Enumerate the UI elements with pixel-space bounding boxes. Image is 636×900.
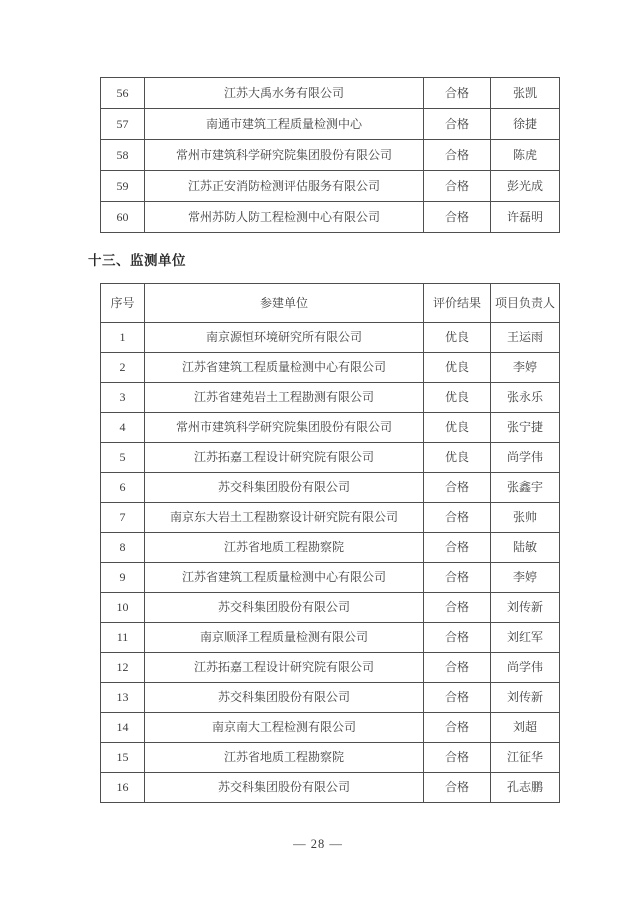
cell-result: 合格 bbox=[424, 533, 491, 563]
cell-result: 合格 bbox=[424, 109, 491, 140]
table-row bbox=[101, 773, 560, 803]
cell-person: 张凯 bbox=[491, 78, 560, 109]
cell-person: 张帅 bbox=[491, 503, 560, 533]
table-row bbox=[101, 653, 560, 683]
header-cell-unit: 参建单位 bbox=[145, 284, 424, 323]
table-row bbox=[101, 503, 560, 533]
cell-person: 陈虎 bbox=[491, 140, 560, 171]
table-row bbox=[101, 713, 560, 743]
header-cell-index: 序号 bbox=[101, 284, 145, 323]
cell-num: 56 bbox=[101, 78, 145, 109]
cell-num: 6 bbox=[101, 473, 145, 503]
cell-num: 12 bbox=[101, 653, 145, 683]
cell-person: 江征华 bbox=[491, 743, 560, 773]
table-row bbox=[101, 109, 560, 140]
cell-num: 2 bbox=[101, 353, 145, 383]
table-row bbox=[101, 623, 560, 653]
cell-result: 优良 bbox=[424, 443, 491, 473]
cell-result: 优良 bbox=[424, 413, 491, 443]
cell-person: 徐捷 bbox=[491, 109, 560, 140]
table-row bbox=[101, 533, 560, 563]
cell-company: 常州市建筑科学研究院集团股份有限公司 bbox=[145, 140, 424, 171]
table-row bbox=[101, 683, 560, 713]
table-row bbox=[101, 443, 560, 473]
table-row bbox=[101, 383, 560, 413]
cell-person: 张永乐 bbox=[491, 383, 560, 413]
monitoring-units-table-head bbox=[101, 284, 560, 323]
cell-num: 59 bbox=[101, 171, 145, 202]
cell-result: 优良 bbox=[424, 323, 491, 353]
cell-num: 1 bbox=[101, 323, 145, 353]
cell-company: 南京东大岩土工程勘察设计研究院有限公司 bbox=[145, 503, 424, 533]
cell-company: 江苏拓嘉工程设计研究院有限公司 bbox=[145, 443, 424, 473]
cell-result: 合格 bbox=[424, 653, 491, 683]
table-row bbox=[101, 78, 560, 109]
cell-result: 合格 bbox=[424, 773, 491, 803]
cell-person: 许磊明 bbox=[491, 202, 560, 233]
table-row bbox=[101, 353, 560, 383]
cell-num: 9 bbox=[101, 563, 145, 593]
header-cell-project-leader: 项目负责人 bbox=[491, 284, 560, 323]
cell-company: 江苏省建筑工程质量检测中心有限公司 bbox=[145, 353, 424, 383]
cell-result: 合格 bbox=[424, 171, 491, 202]
cell-company: 南京源恒环境研究所有限公司 bbox=[145, 323, 424, 353]
cell-num: 58 bbox=[101, 140, 145, 171]
table-row bbox=[101, 593, 560, 623]
section-title-monitoring-units: 十三、监测单位 bbox=[88, 253, 186, 268]
cell-person: 李婷 bbox=[491, 353, 560, 383]
table-header-row bbox=[101, 284, 560, 323]
cell-company: 苏交科集团股份有限公司 bbox=[145, 773, 424, 803]
cell-company: 江苏省地质工程勘察院 bbox=[145, 533, 424, 563]
cell-result: 合格 bbox=[424, 563, 491, 593]
cell-result: 合格 bbox=[424, 202, 491, 233]
cell-company: 江苏省地质工程勘察院 bbox=[145, 743, 424, 773]
cell-person: 张鑫宇 bbox=[491, 473, 560, 503]
cell-result: 合格 bbox=[424, 623, 491, 653]
cell-result: 合格 bbox=[424, 683, 491, 713]
table-row bbox=[101, 413, 560, 443]
cell-num: 15 bbox=[101, 743, 145, 773]
monitoring-units-table bbox=[100, 283, 560, 803]
cell-person: 刘超 bbox=[491, 713, 560, 743]
cell-person: 彭光成 bbox=[491, 171, 560, 202]
cell-company: 南通市建筑工程质量检测中心 bbox=[145, 109, 424, 140]
cell-result: 合格 bbox=[424, 713, 491, 743]
cell-company: 苏交科集团股份有限公司 bbox=[145, 593, 424, 623]
cell-result: 合格 bbox=[424, 503, 491, 533]
cell-company: 常州市建筑科学研究院集团股份有限公司 bbox=[145, 413, 424, 443]
table-row bbox=[101, 202, 560, 233]
cell-company: 江苏拓嘉工程设计研究院有限公司 bbox=[145, 653, 424, 683]
cell-person: 陆敏 bbox=[491, 533, 560, 563]
cell-person: 刘传新 bbox=[491, 593, 560, 623]
cell-result: 优良 bbox=[424, 383, 491, 413]
cell-person: 王运雨 bbox=[491, 323, 560, 353]
cell-num: 10 bbox=[101, 593, 145, 623]
units-table-continued bbox=[100, 77, 560, 233]
table-row bbox=[101, 323, 560, 353]
cell-company: 江苏省建苑岩土工程勘测有限公司 bbox=[145, 383, 424, 413]
cell-company: 南京南大工程检测有限公司 bbox=[145, 713, 424, 743]
cell-person: 张宁捷 bbox=[491, 413, 560, 443]
cell-person: 尚学伟 bbox=[491, 443, 560, 473]
table-row bbox=[101, 140, 560, 171]
cell-num: 3 bbox=[101, 383, 145, 413]
cell-num: 8 bbox=[101, 533, 145, 563]
cell-company: 常州苏防人防工程检测中心有限公司 bbox=[145, 202, 424, 233]
cell-company: 江苏正安消防检测评估服务有限公司 bbox=[145, 171, 424, 202]
cell-result: 合格 bbox=[424, 78, 491, 109]
cell-person: 孔志鹏 bbox=[491, 773, 560, 803]
cell-person: 李婷 bbox=[491, 563, 560, 593]
cell-result: 合格 bbox=[424, 743, 491, 773]
cell-company: 苏交科集团股份有限公司 bbox=[145, 473, 424, 503]
cell-num: 57 bbox=[101, 109, 145, 140]
cell-num: 11 bbox=[101, 623, 145, 653]
cell-num: 14 bbox=[101, 713, 145, 743]
cell-person: 刘红军 bbox=[491, 623, 560, 653]
cell-num: 13 bbox=[101, 683, 145, 713]
cell-num: 60 bbox=[101, 202, 145, 233]
cell-company: 苏交科集团股份有限公司 bbox=[145, 683, 424, 713]
header-cell-evaluation-result: 评价结果 bbox=[424, 284, 491, 323]
cell-person: 刘传新 bbox=[491, 683, 560, 713]
table-row bbox=[101, 563, 560, 593]
cell-company: 江苏大禹水务有限公司 bbox=[145, 78, 424, 109]
monitoring-units-table-body bbox=[101, 323, 560, 803]
cell-num: 4 bbox=[101, 413, 145, 443]
units-table-continued-body bbox=[101, 78, 560, 233]
page-number: — 28 — bbox=[293, 837, 343, 851]
cell-company: 江苏省建筑工程质量检测中心有限公司 bbox=[145, 563, 424, 593]
cell-result: 合格 bbox=[424, 140, 491, 171]
cell-person: 尚学伟 bbox=[491, 653, 560, 683]
cell-company: 南京顺泽工程质量检测有限公司 bbox=[145, 623, 424, 653]
table-row bbox=[101, 171, 560, 202]
table-row bbox=[101, 473, 560, 503]
cell-num: 7 bbox=[101, 503, 145, 533]
cell-num: 5 bbox=[101, 443, 145, 473]
cell-num: 16 bbox=[101, 773, 145, 803]
table-row bbox=[101, 743, 560, 773]
cell-result: 合格 bbox=[424, 593, 491, 623]
cell-result: 优良 bbox=[424, 353, 491, 383]
cell-result: 合格 bbox=[424, 473, 491, 503]
